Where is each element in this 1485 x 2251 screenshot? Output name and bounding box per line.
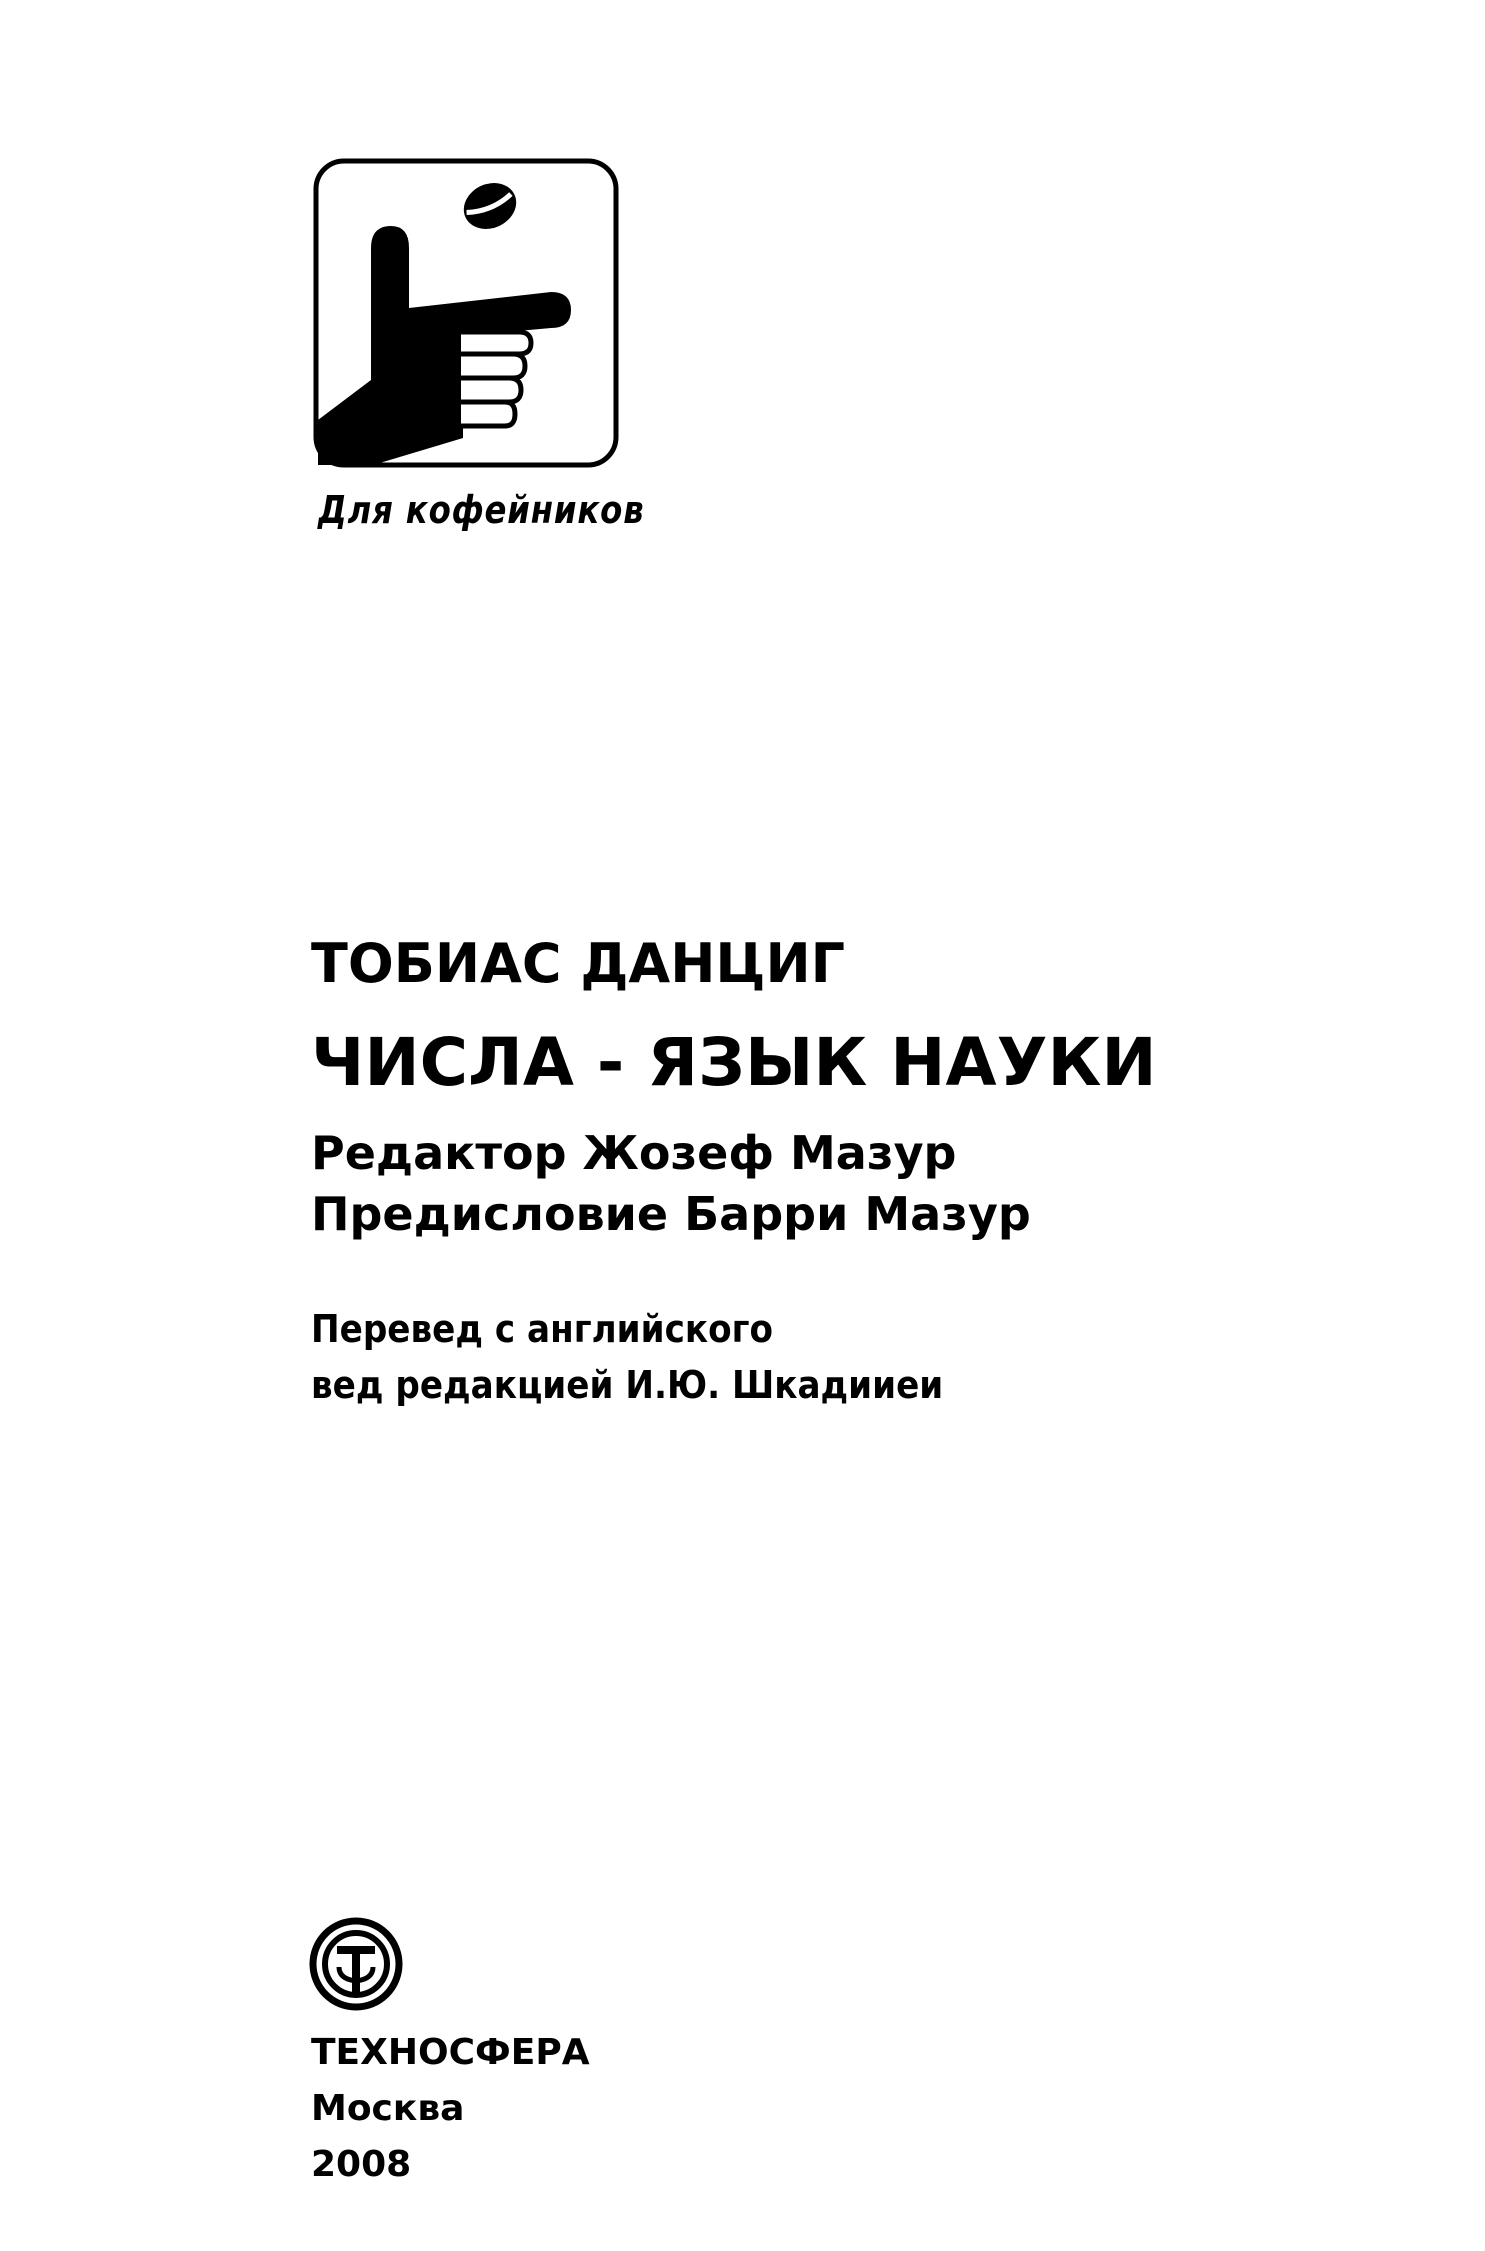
translation-credit-line-2: вед редакцией И.Ю. Шкадииеи <box>311 1363 944 1407</box>
publication-city: Москва <box>311 2088 465 2129</box>
technosphere-logo-icon <box>309 1917 403 2011</box>
publisher-name: ТЕХНОСФЕРА <box>311 2032 590 2073</box>
book-title: ЧИСЛА - ЯЗЫК НАУКИ <box>311 1024 1157 1101</box>
translation-credit-line-1: Перевед с английского <box>311 1307 773 1351</box>
pointing-hand-coffee-bean-icon <box>313 158 619 468</box>
series-logo <box>313 158 619 468</box>
editor-credit: Редактор Жозеф Мазур <box>311 1126 957 1180</box>
author-name: ТОБИАС ДАНЦИГ <box>311 932 846 995</box>
publication-year: 2008 <box>311 2144 412 2185</box>
publisher-logo <box>309 1917 403 2011</box>
foreword-credit: Предисловие Барри Мазур <box>311 1187 1031 1241</box>
series-caption: Для кофейников <box>318 488 645 532</box>
